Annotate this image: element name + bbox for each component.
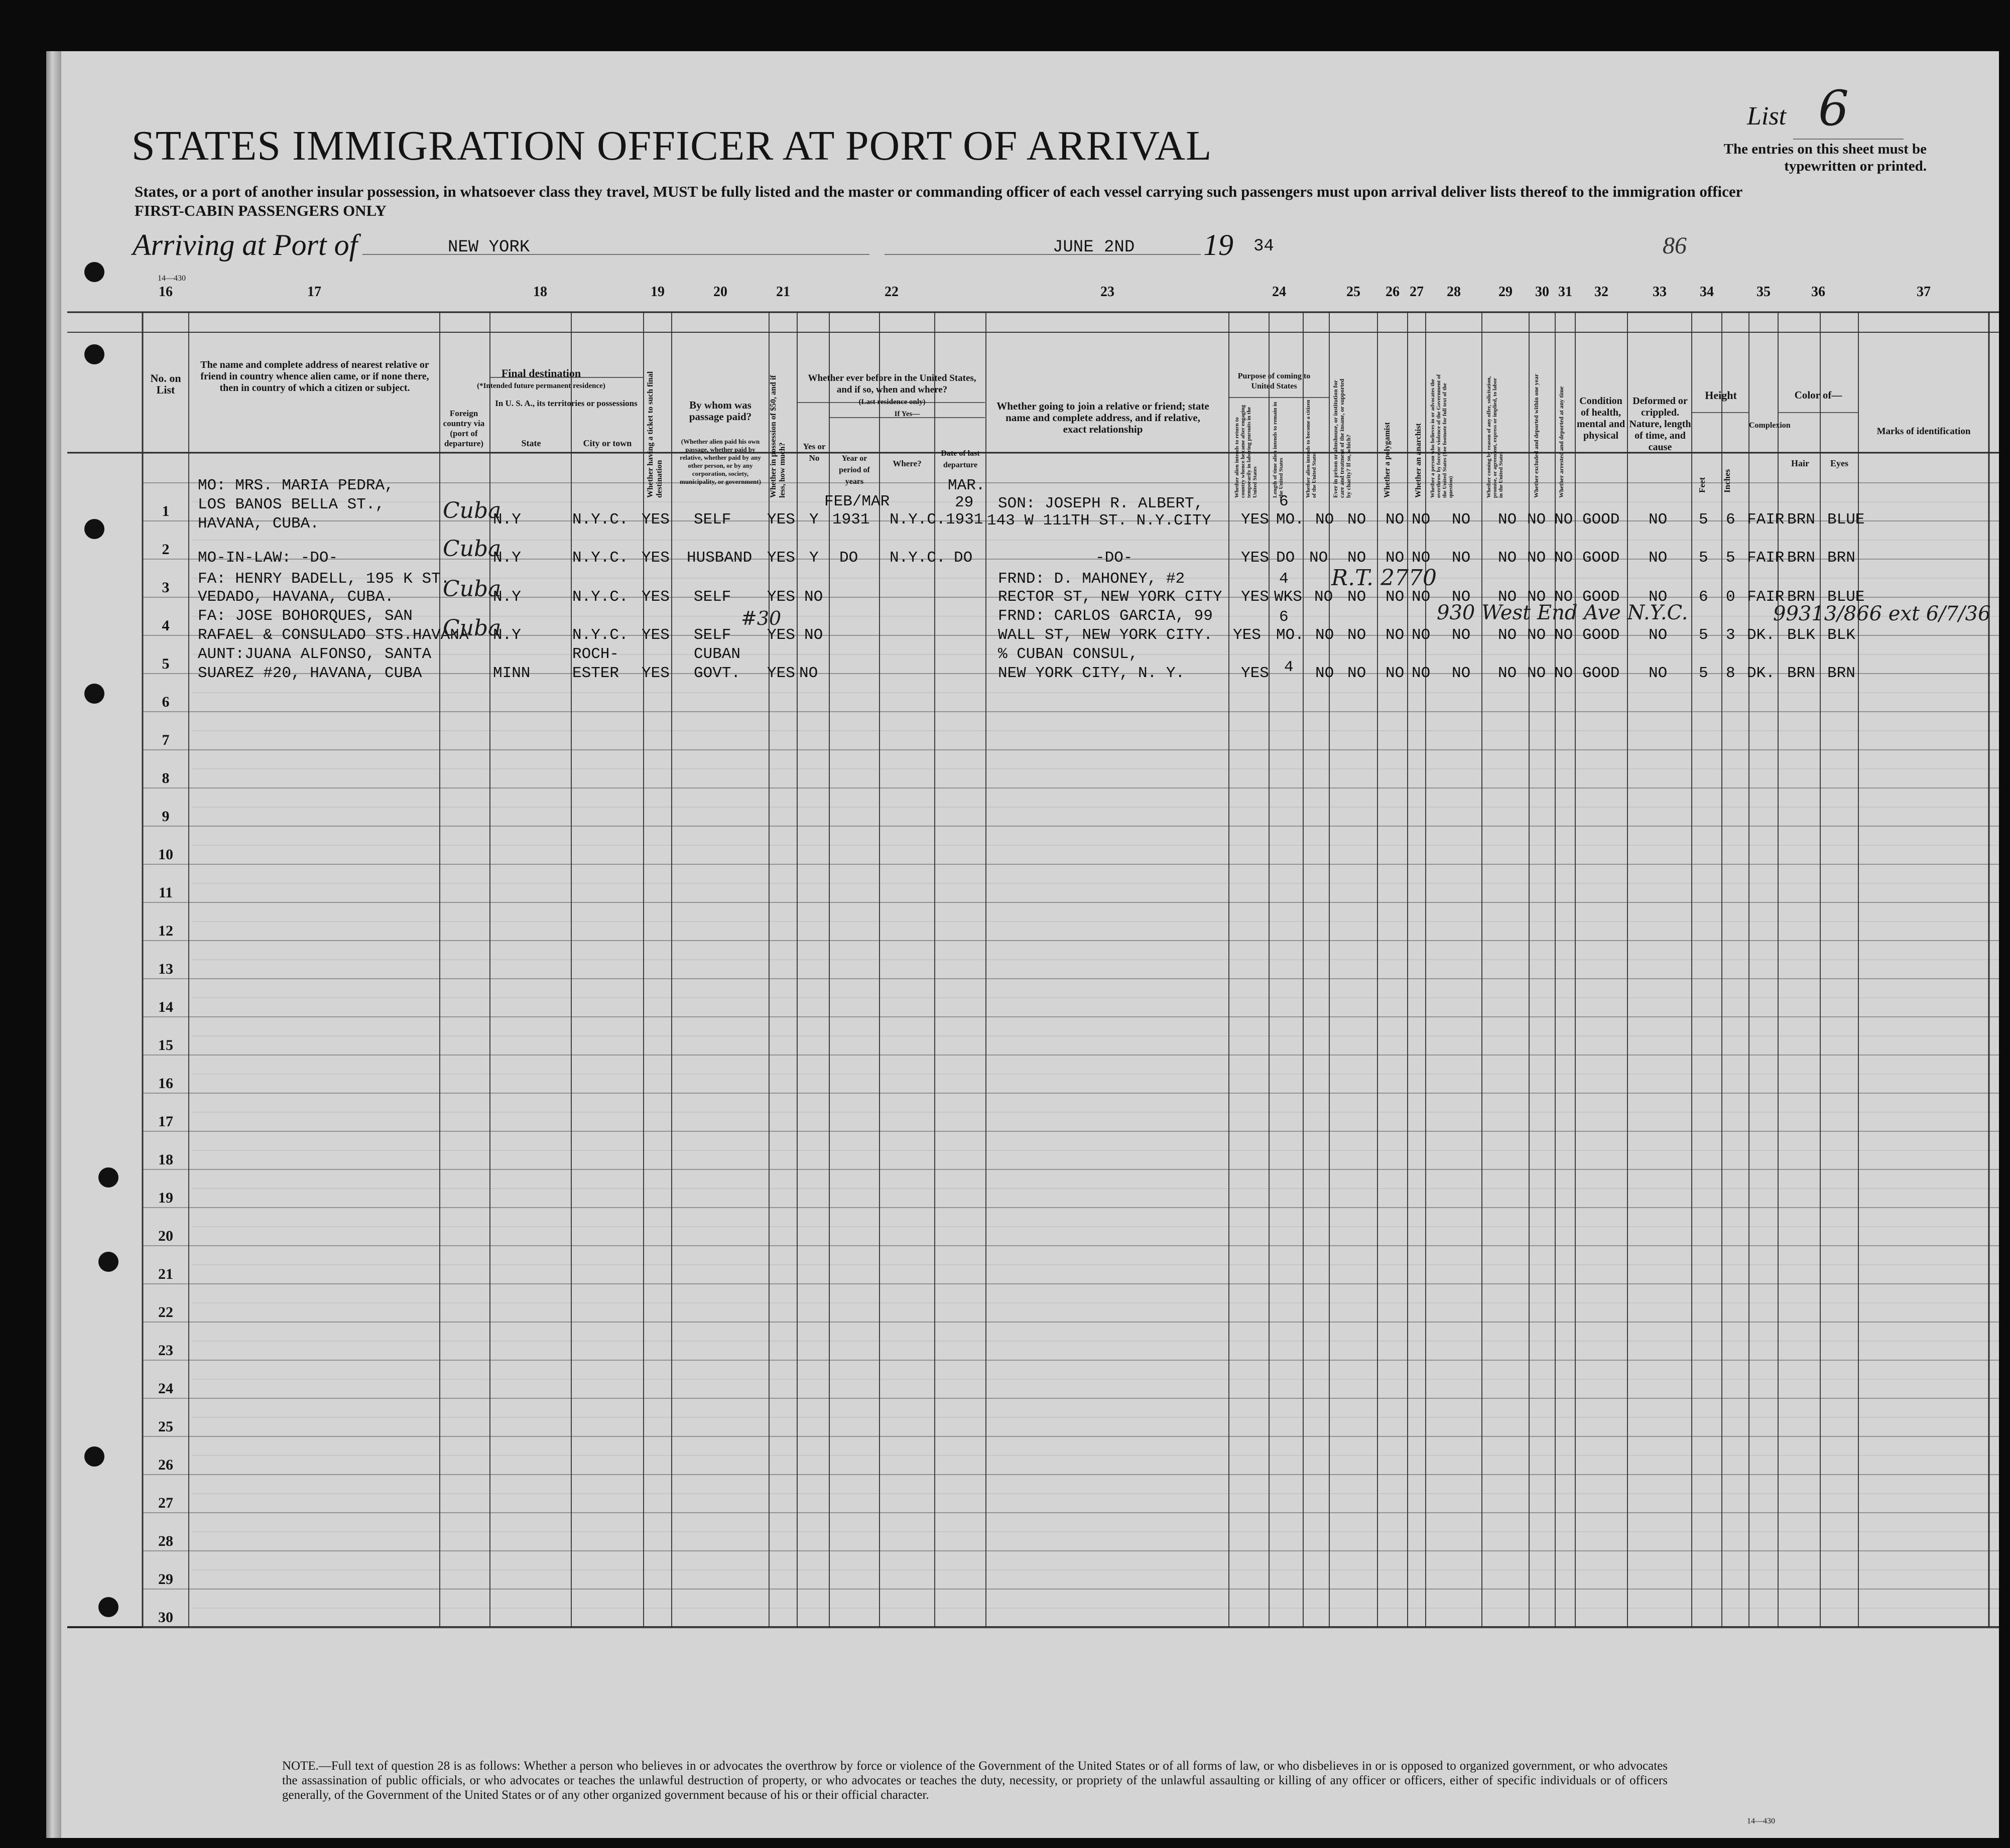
height-feet: 5 [1699,511,1708,529]
col18-subtitle: (*Intended future permanent residence) [477,382,605,390]
list-label: List [1747,102,1787,130]
col22-date: Date of last departure [941,449,980,469]
q26: NO [1386,626,1405,644]
q29: NO [1498,665,1517,682]
column-number: 25 [1346,284,1360,300]
row-number: 15 [158,1037,173,1053]
column-number: 24 [1272,284,1286,300]
binder-hole [84,344,104,364]
q26: NO [1386,549,1405,567]
eyes: BLK [1827,626,1855,644]
purpose-return: YES [1241,588,1269,606]
q31: NO [1554,511,1573,529]
health: GOOD [1582,511,1620,529]
row-number: 8 [162,770,170,786]
passage-paid-by: SELF [694,511,731,529]
hair: BLK [1787,626,1815,644]
form-class-label: FIRST-CABIN PASSENGERS ONLY [135,202,387,219]
col22-ifyes: If Yes— [894,410,920,418]
ticket: YES [642,588,670,606]
col18-title: Final destination [501,367,581,379]
ever-before: NO [804,588,823,606]
q29: NO [1498,588,1517,606]
foreign-country: Cuba [443,498,501,523]
row-number: 26 [158,1457,173,1473]
col35-header: Complexion [1749,421,1791,430]
col18-usa: In U. S. A., its territories or possessions [495,399,638,408]
col16-header: No. on List [150,372,181,396]
purpose-return: YES [1241,549,1269,567]
nearest-relative-line: RAFAEL & CONSULADO STS.HAVANA [198,626,469,644]
ticket: YES [642,511,670,529]
stay-length-top: 6 [1279,493,1289,510]
q31: NO [1554,549,1573,567]
q29: NO [1498,626,1517,644]
row-number: 12 [158,922,173,939]
become-citizen: NO [1315,511,1334,529]
handwritten-annotation: R.T. 2770 [1331,565,1437,591]
row-number: 21 [158,1266,173,1282]
q25: NO [1347,588,1366,606]
deformed: NO [1649,511,1668,529]
deformed: NO [1649,665,1668,682]
complexion: FAIR [1747,549,1785,567]
footnote: NOTE.—Full text of question 28 is as follows: Whether a person who believes in or advocates the overthrow by force or violence of the Government of the United States or of all forms of law, or who disbelieves in or is opposed to organized government, or who advocates the assassination of public officials, or who advocates or teaches the unlawful destruction of property, or who advocates or teaches the duty, necessity, or propriety of the unlawful assaulting or killing of any officer or officers, either of specific individuals or of officers generally, of the Government of the United States or of any other organized government because of his or their official character. [282,1759,1668,1802]
col31-header: Whether arrested and deported at any time [1558,386,1565,498]
col20-title: By whom was passage paid? [689,399,752,423]
foreign-country: Cuba [443,576,501,602]
state: N.Y [493,549,521,567]
passage-paid-by: SELF [694,588,731,606]
become-citizen: NO [1315,626,1334,644]
year-period-top: FEB/MAR [824,493,890,510]
col36-header: Color of— [1794,389,1842,401]
height-feet: 5 [1699,626,1708,644]
hair: BRN [1787,549,1815,567]
joining-line: WALL ST, NEW YORK CITY. [998,626,1213,644]
stay-length-top: 4 [1279,570,1289,588]
column-number: 27 [1410,284,1424,300]
become-citizen: NO [1309,549,1328,567]
col29-header: Whether coming by reason of any offer, solicitation, promise, or agreement, express or implied, to labor in the United States [1486,376,1504,498]
eyes: BLUE [1827,588,1865,606]
column-number: 21 [776,284,790,300]
column-number: 29 [1498,284,1513,300]
column-number: 33 [1653,284,1667,300]
q26: NO [1386,511,1405,529]
departure-day: 29 [955,494,974,511]
column-number: 30 [1535,284,1549,300]
fifty-dollars: YES [767,665,795,682]
q31: NO [1554,626,1573,644]
row-number: 2 [162,541,170,558]
q25: NO [1347,549,1366,567]
year-prefix: 19 [1203,228,1233,261]
become-citizen: NO [1314,588,1333,606]
fifty-dollars: YES [767,511,795,529]
col30-header: Whether excluded and deported within one year [1533,373,1540,498]
q25: NO [1347,626,1366,644]
q25: NO [1347,665,1366,682]
health: GOOD [1582,626,1620,644]
city: N.Y.C. [572,588,629,606]
col24-title: Purpose of coming to United States [1237,372,1311,390]
joining-line: FRND: CARLOS GARCIA, 99 [998,607,1213,625]
col23-header: Whether going to join a relative or friend; state name and complete address, and if relative, exact relationship [996,400,1209,435]
joining-line: % CUBAN CONSUL, [998,645,1139,663]
complexion: DK. [1747,626,1775,644]
form-number-footer: 14—430 [1747,1817,1775,1825]
row-number: 13 [158,961,173,977]
joining-line: -DO- [1095,549,1133,567]
q26: NO [1386,588,1405,606]
row-number: 4 [162,617,170,634]
q29: NO [1498,511,1517,529]
arrival-port: NEW YORK [448,238,530,257]
nearest-relative-line: SUAREZ #20, HAVANA, CUBA [198,665,422,682]
height-feet: 6 [1699,588,1708,606]
stay-length: WKS [1274,588,1302,606]
column-number: 23 [1100,284,1114,300]
q28: NO [1452,549,1471,567]
state: MINN [493,665,531,682]
col36-hair: Hair [1791,458,1809,468]
q28: NO [1452,588,1471,606]
year-period: DO [839,549,858,567]
hair: BRN [1787,511,1815,529]
column-number: 37 [1917,284,1931,300]
col24-citizen: Whether alien intends to become a citizen of the United States [1305,400,1317,498]
col18-state: State [521,438,541,448]
foreign-country: Cuba [443,536,501,562]
col34-header: Height [1705,389,1737,402]
q28: NO [1452,511,1471,529]
fifty-dollars: YES [767,626,795,644]
column-number: 35 [1756,284,1771,300]
binder-hole [98,1597,118,1617]
city: N.Y.C. [572,511,629,529]
row-number: 9 [162,808,170,825]
binder-hole [98,1167,118,1187]
ever-before: Y [809,549,819,567]
state: N.Y [493,511,521,529]
q30: NO [1527,588,1546,606]
eyes: BRN [1827,549,1855,567]
height-feet: 5 [1699,665,1708,682]
ever-before: Y [809,511,819,529]
list-number: 6 [1818,80,1849,137]
q25: NO [1347,511,1366,529]
where: N.Y.C. [890,549,946,567]
joining-line: RECTOR ST, NEW YORK CITY [998,588,1222,606]
column-number: 26 [1386,284,1400,300]
col33-header: Deformed or crippled. Nature, length of time, and cause [1629,395,1691,453]
row-number: 30 [158,1609,173,1626]
nearest-relative-line: FA: HENRY BADELL, 195 K ST. [198,570,450,588]
eyes: BRN [1827,665,1855,682]
ticket: YES [642,549,670,567]
column-number: 20 [713,284,727,300]
nearest-relative-line: FA: JOSE BOHORQUES, SAN [198,607,413,625]
stay-length: MO. [1276,511,1304,529]
height-inches: 5 [1726,549,1735,567]
stay-length-top: 6 [1279,608,1289,626]
col22-yesno: Yes or No [803,442,826,463]
stay-length: 4 [1284,658,1294,676]
binder-hole [84,262,104,282]
manifest-grid [46,51,1999,1838]
nearest-relative-line: LOS BANOS BELLA ST., [198,496,385,513]
col24-length: Length of time alien intends to remain in the United States [1272,402,1284,498]
deformed: NO [1649,549,1668,567]
row-number: 19 [158,1190,173,1206]
city: ESTER [572,665,619,682]
form-title: STATES IMMIGRATION OFFICER AT PORT OF ARRIVAL [132,122,1212,169]
passage-paid-by: HUSBAND [687,549,752,567]
passage-paid-by-top: CUBAN [694,645,741,663]
column-number: 34 [1700,284,1714,300]
col18-city: City or town [583,438,632,448]
row-number: 23 [158,1342,173,1359]
col19-header: Whether having a ticket to such final destination [646,371,664,498]
q28: NO [1452,626,1471,644]
column-number: 19 [651,284,665,300]
q31: NO [1554,665,1573,682]
q26: NO [1386,665,1405,682]
q30: NO [1527,549,1546,567]
height-inches: 6 [1726,511,1735,529]
handwritten-identification: 99313/866 ext 6/7/36 [1773,602,1991,625]
row-number: 3 [162,579,170,596]
col28-header: Whether a person who believes in or advocates the overthrow by force or violence of the Government of the United States (See footnote for full text of the question) [1430,374,1454,498]
q27: NO [1412,665,1431,682]
row-number: 7 [162,732,170,748]
purpose-return: YES [1241,511,1269,529]
health: GOOD [1582,665,1620,682]
q28: NO [1452,665,1471,682]
binder-hole [84,519,104,539]
joining-line: NEW YORK CITY, N. Y. [998,665,1185,682]
col22-subtitle: (Last residence only) [858,398,926,406]
become-citizen: NO [1315,665,1334,682]
nearest-relative-line: MO: MRS. MARIA PEDRA, [198,477,394,494]
nearest-relative-line: MO-IN-LAW: -DO- [198,549,338,567]
fifty-dollars: YES [767,549,795,567]
col32-header: Condition of health, mental and physical [1576,395,1625,441]
height-inches: 0 [1726,588,1735,606]
row-number: 24 [158,1380,173,1397]
nearest-relative-line: VEDADO, HAVANA, CUBA. [198,588,394,606]
q30: NO [1527,665,1546,682]
binder-hole [98,1252,118,1272]
departure-year: 1931 [946,511,983,529]
q27: NO [1412,588,1431,606]
manifest-sheet [46,51,1999,1838]
q31: NO [1554,588,1573,606]
city-top: ROCH- [572,645,619,663]
handwritten-address: 930 West End Ave N.Y.C. [1437,601,1688,624]
state: N.Y [493,626,521,644]
arrival-date: JUNE 2ND [1053,238,1135,257]
ever-before: NO [799,665,818,682]
row-number: 29 [158,1571,173,1588]
q27: NO [1412,626,1431,644]
ticket: YES [642,626,670,644]
binder-hole [84,684,104,704]
column-number: 18 [533,284,547,300]
eyes: BLUE [1827,511,1865,529]
binder-hole [84,1446,104,1467]
row-number: 28 [158,1533,173,1549]
passage-paid-by: GOVT. [694,665,741,682]
col24-return: Whether alien intends to return to country whence he came after engaging temporarily in laboring pursuits in the United States [1234,405,1258,498]
stay-length: MO. [1276,626,1304,644]
height-inches: 3 [1726,626,1735,644]
row-number: 22 [158,1304,173,1321]
row-number: 6 [162,694,170,710]
health: GOOD [1582,588,1620,606]
height-inches: 8 [1726,665,1735,682]
purpose-return: YES [1233,626,1261,644]
col34-inches: Inches [1722,469,1732,493]
form-number: 14—430 [158,274,186,283]
q30: NO [1527,511,1546,529]
row-number: 20 [158,1228,173,1244]
q27: NO [1412,511,1431,529]
column-number: 17 [307,284,321,300]
column-number: 28 [1447,284,1461,300]
row-number: 18 [158,1151,173,1168]
handwritten-number: 86 [1663,232,1687,259]
page-fold [46,51,61,1838]
row-number: 27 [158,1495,173,1511]
column-number: 32 [1594,284,1608,300]
column-number: 22 [885,284,899,300]
hair: BRN [1787,588,1815,606]
arriving-label: Arriving at Port of [133,228,358,261]
deformed: NO [1649,588,1668,606]
column-number: 36 [1811,284,1825,300]
year-period: 1931 [832,511,870,529]
ever-before: NO [804,626,823,644]
column-number: 31 [1558,284,1572,300]
row-number: 1 [162,503,170,519]
departure-month: MAR. [948,477,985,494]
where: N.Y.C. [890,511,946,529]
q29: NO [1498,549,1517,567]
col34-feet: Feet [1697,477,1707,493]
row-number: 5 [162,655,170,672]
city: N.Y.C. [572,626,629,644]
row-number: 11 [158,884,173,901]
complexion: FAIR [1747,511,1785,529]
foreign-country: Cuba [443,615,501,641]
joining-line: 143 W 111TH ST. N.Y.CITY [987,512,1211,530]
cash-amount: #30 [741,607,782,629]
purpose-return: YES [1241,665,1269,682]
stay-length: DO [1276,549,1295,567]
col20-subtitle: (Whether alien paid his own passage, whether paid by relative, whether paid by any other person, or by any corporation, society, municipality, or government) [680,438,761,485]
complexion: DK. [1747,665,1775,682]
height-feet: 5 [1699,549,1708,567]
row-number: 14 [158,999,173,1015]
complexion: FAIR [1747,588,1785,606]
joining-line: SON: JOSEPH R. ALBERT, [998,495,1204,512]
typewritten-note: The entries on this sheet must be typewritten or printed. [1723,141,1927,174]
col36-eyes: Eyes [1830,458,1848,468]
year-suffix: 34 [1253,237,1274,256]
fifty-dollars: YES [767,588,795,606]
joining-line: FRND: D. MAHONEY, #2 [998,570,1185,588]
nearest-relative-line: AUNT:JUANA ALFONSO, SANTA [198,645,432,663]
deformed: NO [1649,626,1668,644]
col26-header: Whether a polygamist [1383,422,1392,498]
departure-year: DO [954,549,973,567]
col22-where: Where? [893,459,922,468]
row-number: 17 [158,1113,173,1130]
row-number: 10 [158,846,173,863]
q30: NO [1527,626,1546,644]
hair: BRN [1787,665,1815,682]
col22-year: Year or period of years [839,454,870,486]
col27-header: Whether an anarchist [1414,423,1423,498]
health: GOOD [1582,549,1620,567]
row-number: 16 [158,1075,173,1092]
passage-paid-by: SELF [694,626,731,644]
col18-foreign: Foreign country via (port of departure) [443,409,485,448]
column-number: 16 [159,284,173,300]
col37-header: Marks of identification [1876,426,1971,437]
city: N.Y.C. [572,549,629,567]
form-instructions: States, or a port of another insular possession, in whatsoever class they travel, MUST be fully listed and the master or commanding officer of each vessel carrying such passengers must upon arrival deliver lists thereof to the immigration officer [135,183,1743,200]
col25-header: Ever in prison or almshouse, or institution for care and treatment of the insane, or supported by charity? If so, which? [1332,378,1352,498]
col22-title: Whether ever before in the United States, and if so, when and where? [808,373,976,395]
state: N.Y [493,588,521,606]
col17-header: The name and complete address of nearest relative or friend in country whence alien came, or if none there, then in country of which a citizen or subject. [200,359,429,393]
nearest-relative-line: HAVANA, CUBA. [198,515,319,533]
ticket: YES [642,665,670,682]
col21-header: Whether in possession of $50, and if less, how much? [769,375,787,498]
q27: NO [1412,549,1431,567]
row-number: 25 [158,1418,173,1435]
